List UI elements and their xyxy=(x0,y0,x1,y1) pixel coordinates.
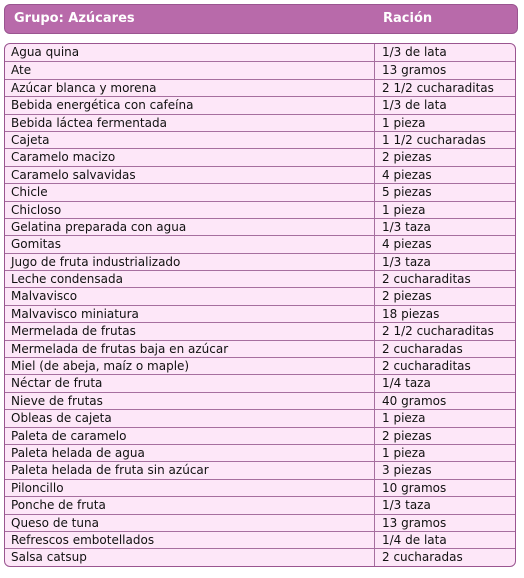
portion-cell: 2 cucharadas xyxy=(382,550,463,565)
portion-cell: 18 piezas xyxy=(382,306,440,321)
portion-cell: 2 cucharaditas xyxy=(382,359,471,374)
portion-cell: 1 pieza xyxy=(382,202,426,217)
portion-cell: 5 piezas xyxy=(382,185,432,200)
portion-cell: 3 piezas xyxy=(382,463,432,478)
portion-cell: 1/3 taza xyxy=(382,219,431,234)
food-cell: Leche condensada xyxy=(5,271,375,287)
group-heading: Grupo: Azúcares xyxy=(14,11,135,26)
food-cell: Caramelo salvavidas xyxy=(5,167,375,183)
food-cell: Miel (de abeja, maíz o maple) xyxy=(5,358,375,374)
table-row xyxy=(5,79,515,96)
portion-cell: 2 1/2 cucharaditas xyxy=(382,80,494,95)
table-row xyxy=(5,201,515,218)
portion-cell: 1/3 taza xyxy=(382,498,431,513)
table-row xyxy=(5,148,515,165)
food-cell: Ponche de fruta xyxy=(5,497,375,513)
food-cell: Paleta de caramelo xyxy=(5,428,375,444)
food-cell: Jugo de fruta industrializado xyxy=(5,254,375,270)
portion-cell: 2 piezas xyxy=(382,428,432,443)
portion-cell: 1/3 de lata xyxy=(382,98,447,113)
portion-cell: 2 cucharaditas xyxy=(382,272,471,287)
table-row xyxy=(5,183,515,200)
food-cell: Agua quina xyxy=(5,44,375,61)
table-row xyxy=(5,357,515,374)
portion-cell: 4 piezas xyxy=(382,167,432,182)
food-cell: Cajeta xyxy=(5,132,375,148)
table-row xyxy=(5,61,515,78)
table-row xyxy=(5,409,515,426)
table-row xyxy=(5,479,515,496)
portion-cell: 1 pieza xyxy=(382,445,426,460)
food-cell: Ate xyxy=(5,62,375,78)
food-cell: Paleta helada de fruta sin azúcar xyxy=(5,462,375,478)
portion-cell: 2 piezas xyxy=(382,289,432,304)
portion-cell: 4 piezas xyxy=(382,237,432,252)
food-cell: Azúcar blanca y morena xyxy=(5,80,375,96)
food-cell: Caramelo macizo xyxy=(5,149,375,165)
table-row xyxy=(5,340,515,357)
table-row xyxy=(5,514,515,531)
table-row xyxy=(5,166,515,183)
table-row xyxy=(5,305,515,322)
food-cell: Paleta helada de agua xyxy=(5,445,375,461)
table-row xyxy=(5,392,515,409)
food-cell: Piloncillo xyxy=(5,480,375,496)
table-row xyxy=(5,496,515,513)
table-row xyxy=(5,270,515,287)
portion-cell: 2 piezas xyxy=(382,150,432,165)
table-row xyxy=(5,131,515,148)
portion-cell: 1/4 taza xyxy=(382,376,431,391)
portion-cell: 10 gramos xyxy=(382,480,447,495)
food-cell: Salsa catsup xyxy=(5,549,375,565)
food-table xyxy=(4,43,516,567)
portion-cell: 1/3 de lata xyxy=(382,45,447,59)
table-row xyxy=(5,114,515,131)
food-cell: Queso de tuna xyxy=(5,515,375,531)
table-row xyxy=(5,322,515,339)
portion-cell: 2 1/2 cucharaditas xyxy=(382,324,494,339)
food-cell: Malvavisco miniatura xyxy=(5,306,375,322)
food-cell: Néctar de fruta xyxy=(5,375,375,391)
portion-cell: 40 gramos xyxy=(382,393,447,408)
food-cell: Malvavisco xyxy=(5,288,375,304)
food-cell: Obleas de cajeta xyxy=(5,410,375,426)
table-row xyxy=(5,427,515,444)
table-row xyxy=(5,218,515,235)
table-row xyxy=(5,548,515,565)
portion-cell: 1 1/2 cucharadas xyxy=(382,132,486,147)
food-cell: Refrescos embotellados xyxy=(5,532,375,548)
table-row xyxy=(5,444,515,461)
portion-cell: 2 cucharadas xyxy=(382,341,463,356)
food-cell: Mermelada de frutas xyxy=(5,323,375,339)
table-row xyxy=(5,374,515,391)
portion-cell: 1/4 de lata xyxy=(382,532,447,547)
food-cell: Bebida energética con cafeína xyxy=(5,97,375,113)
portion-heading: Ración xyxy=(383,11,433,26)
table-header xyxy=(4,4,518,34)
portion-cell: 1 pieza xyxy=(382,411,426,426)
table-row xyxy=(5,44,515,61)
portion-cell: 13 gramos xyxy=(382,515,447,530)
table-row xyxy=(5,287,515,304)
portion-cell: 13 gramos xyxy=(382,63,447,78)
table-row xyxy=(5,531,515,548)
table-row xyxy=(5,235,515,252)
food-cell: Chicle xyxy=(5,184,375,200)
table-row xyxy=(5,96,515,113)
food-cell: Mermelada de frutas baja en azúcar xyxy=(5,341,375,357)
food-cell: Chicloso xyxy=(5,202,375,218)
table-row xyxy=(5,461,515,478)
food-cell: Gelatina preparada con agua xyxy=(5,219,375,235)
food-cell: Gomitas xyxy=(5,236,375,252)
table-row xyxy=(5,253,515,270)
food-cell: Nieve de frutas xyxy=(5,393,375,409)
portion-cell: 1/3 taza xyxy=(382,254,431,269)
portion-cell: 1 pieza xyxy=(382,115,426,130)
food-cell: Bebida láctea fermentada xyxy=(5,115,375,131)
